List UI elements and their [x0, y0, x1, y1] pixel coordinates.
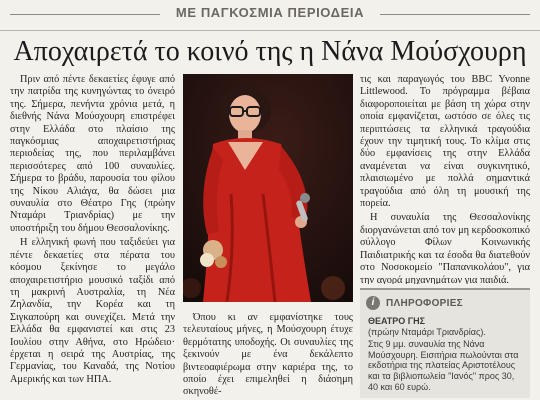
- face-shape: [229, 95, 261, 133]
- stage-light: [321, 276, 345, 300]
- article-column-3: [360, 74, 530, 284]
- bouquet-flower-icon: [215, 256, 227, 268]
- info-title: ΠΛΗΡΟΦΟΡΙΕΣ: [386, 297, 463, 309]
- article-paragraph: Πριν από πέντε δεκαετίες έφυγε από την πατρίδα της κυνηγώντας το όνειρό της. Σήμερα, πενήντα χρόνια μετά, η διεθνής Νάνα Μούσχουρη επιστρέφει στην Ελλάδα στο πλαίσιο της παγκόσμιας αποχαιρετιστήριας περιοδείας της, που περιλαμβάνει περισσότερες από 100 συναυλίες. Σήμερα το βράδυ, παρουσία του φίλου της Νίκου Αλιάγα, θα δώσει μια συναυλία στο Θέατρο Γης (πρώην Νταμάρι Τριανδρίας) με την υποστήριξη του δήμου Θεσσαλονίκης.: [10, 74, 175, 234]
- info-header: [366, 294, 463, 312]
- singer-photo: [183, 74, 353, 302]
- info-icon: i: [366, 296, 380, 310]
- section-header: [0, 0, 540, 31]
- info-box: [360, 288, 530, 398]
- article-column-1: [10, 74, 175, 394]
- info-body: [368, 316, 524, 392]
- article-paragraph: Η συναυλία της Θεσσαλονίκης διοργανώνεται από τον μη κερδοσκοπικό σύλλογο Φίλων Κοινωνικής Παιδιατρικής και τα έσοδα θα διατεθούν στο Νοσοκομείο "Παπανικολάου", για την αγορά μηχανημάτων για παιδιά.: [360, 212, 530, 284]
- info-details: Στις 9 μμ. συναυλία της Νάνα Μούσχουρη. Εισιτήρια πωλούνται στα εκδοτήρια της πλατείας Αριστοτέλους και τα βιβλιοπωλεία "Ιανός" προς 30, 40 και 60 ευρώ.: [368, 339, 519, 392]
- article-paragraph: Η ελληνική φωνή που ταξιδεύει για πέντε δεκαετίες στα πέρατα του κόσμου ξεκίνησε το μεγάλο αποχαιρετιστήριο μουσικό ταξίδι από τη μακρινή Αυστραλία, τη Νέα Ζηλανδία, την Κορέα και τη Σιγκαπούρη και συνεχίζει. Μετά την Ελλάδα θα εμφανιστεί και στις 23 Ιουλίου στην Αθήνα, στο Ηρώδειο· έρχεται η σειρά της Αυστρίας, της Γερμανίας, του Καναδά, της Νοτίου Αμερικής και των ΗΠΑ.: [10, 237, 175, 385]
- info-venue-note: (πρώην Νταμάρι Τριανδρίας).: [368, 326, 486, 337]
- section-rule-right: [380, 14, 530, 15]
- article-column-2: [183, 312, 353, 398]
- bouquet-flower-icon: [200, 253, 214, 267]
- article-paragraph: Όπου κι αν εμφανίστηκε τους τελευταίους μήνες, η Μούσχουρη έτυχε θερμότατης υποδοχής. Οι συναυλίες της ξεκινούν με ένα δεκάλεπτο βιντεοαφιέρωμα στην καριέρα της, το οποίο έχει επιμεληθεί η διάσημη σκηνοθέ-: [183, 312, 353, 398]
- info-venue: ΘΕΑΤΡΟ ΓΗΣ: [368, 316, 426, 326]
- article-paragraph: τις και παραγωγός του BBC Yvonne Littlewood. Το πρόγραμμα βέβαια διαφοροποιείται με βάση τη χώρα στην οποία εμφανίζεται, ωστόσο σε όλες τις περιπτώσεις τα ελληνικά τραγούδια έχουν την τιμητική τους. Το κλίμα στις δύο εμφανίσεις της στην Ελλάδα αναμένεται να είναι συγκινητικό, πλαισιωμένο με πολλά σημαντικά τραγούδια από όλη τη μουσική της πορεία.: [360, 74, 530, 210]
- singer-illustration: [183, 74, 353, 302]
- section-rule-left: [10, 14, 160, 15]
- article-headline: Αποχαιρετά το κοινό της η Νάνα Μούσχουρη: [13, 36, 527, 67]
- microphone-head-icon: [300, 193, 310, 203]
- section-label: ΜΕ ΠΑΓΚΟΣΜΙΑ ΠΕΡΙΟΔΕΙΑ: [175, 5, 365, 20]
